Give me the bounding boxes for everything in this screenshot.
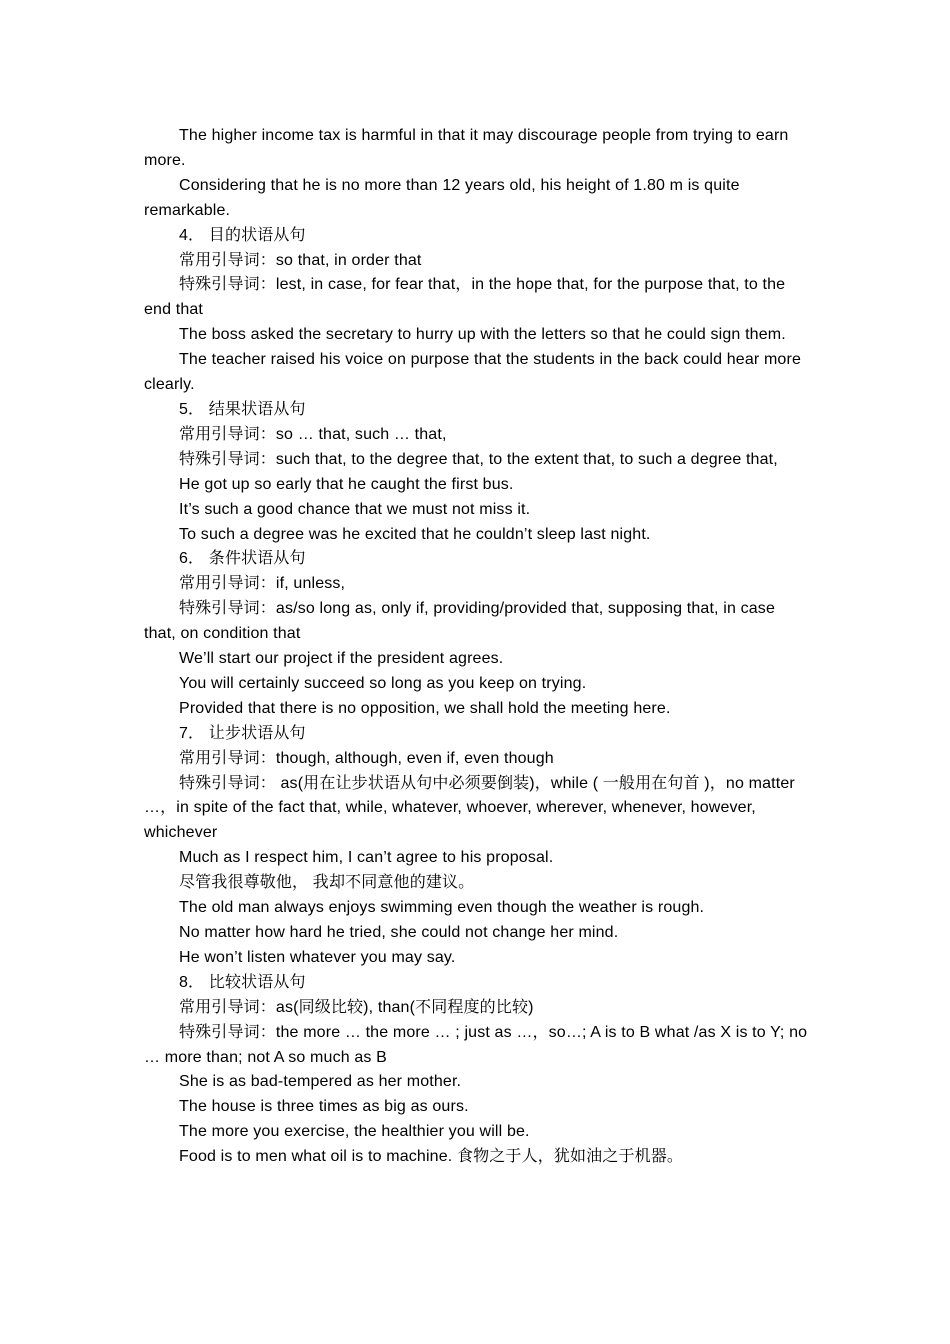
paragraph: 常用引导词：as(同级比较), than(不同程度的比较)	[179, 998, 534, 1016]
paragraph: The higher income tax is harmful in that it may discourage people from trying to earn more.	[144, 127, 789, 169]
paragraph: 常用引导词：if, unless,	[179, 575, 346, 593]
section-heading: 4． 目的状语从句	[179, 226, 306, 244]
example-sentence: To such a degree was he excited that he couldn’t sleep last night.	[179, 525, 651, 543]
example-sentence: We’ll start our project if the president agrees.	[179, 650, 504, 668]
section-heading: 7． 让步状语从句	[179, 724, 306, 742]
paragraph: Considering that he is no more than 12 years old, his height of 1.80 m is quite remarkable.	[144, 176, 740, 219]
example-sentence: The old man always enjoys swimming even though the weather is rough.	[179, 899, 705, 917]
section-heading: 6． 条件状语从句	[179, 550, 306, 568]
paragraph: 特殊引导词：as/so long as, only if, providing/provided that, supposing that, in case that, on condition that	[144, 600, 775, 643]
paragraph: 特殊引导词：lest, in case, for fear that，in the hope that, for the purpose that, to the end that	[144, 276, 786, 319]
section-heading: 5． 结果状语从句	[179, 400, 306, 418]
example-sentence: He won’t listen whatever you may say.	[179, 948, 456, 966]
example-sentence: The teacher raised his voice on purpose that the students in the back could hear more clearly.	[144, 351, 801, 394]
paragraph: 特殊引导词：such that, to the degree that, to the extent that, to such a degree that,	[179, 450, 778, 468]
example-sentence: She is as bad-tempered as her mother.	[179, 1073, 462, 1091]
example-sentence: The house is three times as big as ours.	[179, 1098, 469, 1116]
section-heading: 8． 比较状语从句	[179, 973, 306, 991]
example-sentence: Provided that there is no opposition, we shall hold the meeting here.	[179, 699, 671, 717]
example-sentence: It’s such a good chance that we must not miss it.	[179, 500, 531, 518]
example-sentence: You will certainly succeed so long as you keep on trying.	[179, 674, 587, 692]
example-sentence: He got up so early that he caught the first bus.	[179, 475, 514, 493]
paragraph: 常用引导词：so that, in order that	[179, 251, 422, 269]
example-sentence: The boss asked the secretary to hurry up with the letters so that he could sign them.	[179, 326, 786, 344]
paragraph: 特殊引导词： as(用在让步状语从句中必须要倒装)，while ( 一般用在句首 )，no matter …，in spite of the fact that, while, whatever, whoever, wherever, whenever, however, whichever	[144, 774, 795, 842]
example-sentence: No matter how hard he tried, she could not change her mind.	[179, 924, 619, 941]
document-body	[144, 124, 808, 1170]
translation: 尽管我很尊敬他， 我却不同意他的建议。	[179, 874, 475, 892]
paragraph: 特殊引导词：the more … the more … ; just as …，so…; A is to B what /as X is to Y; no … more than; not A so much as B	[144, 1023, 808, 1066]
paragraph: 常用引导词：so … that, such … that,	[179, 425, 447, 443]
example-sentence: The more you exercise, the healthier you will be.	[179, 1123, 530, 1141]
example-sentence: Much as I respect him, I can’t agree to his proposal.	[179, 849, 554, 867]
example-sentence: Food is to men what oil is to machine. 食物之于人，犹如油之于机器。	[179, 1148, 684, 1166]
paragraph: 常用引导词：though, although, even if, even though	[179, 749, 554, 767]
